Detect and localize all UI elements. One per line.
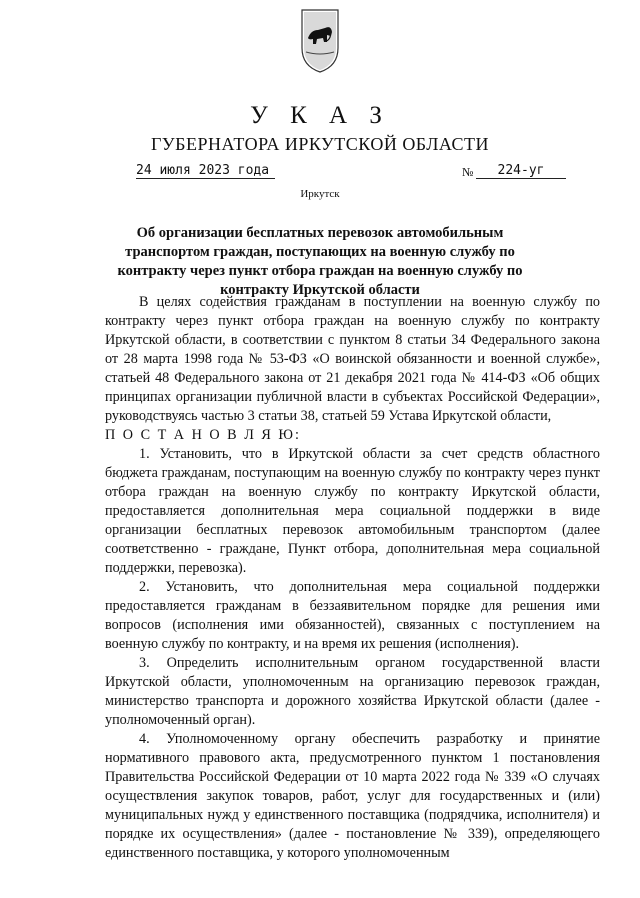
decree-verb: П О С Т А Н О В Л Я Ю: — [105, 427, 301, 443]
decree-heading: Об организации бесплатных перевозок автомобильным транспортом граждан, поступающих на военную службу по контракту через пункт отбора граждан на военную службу по контракту Иркутской области — [117, 225, 523, 298]
issuer-title: ГУБЕРНАТОРА ИРКУТСКОЙ ОБЛАСТИ — [150, 134, 490, 154]
decree-number: 224-уг — [476, 163, 566, 179]
clause-2: 2. Установить, что дополнительная мера социальной поддержки предоставляется гражданам в беззаявительном порядке для решения ими вопросов (исполнения ими обязанностей), связанных с поступлением на военную службу по контракту, и на время их решения (исполнения). — [105, 579, 600, 652]
clause-3: 3. Определить исполнительным органом государственной власти Иркутской области, уполномоченным на организацию перевозок граждан, министерство транспорта и дорожного хозяйства Иркутской области (далее - уполномоченный орган). — [105, 655, 600, 728]
decree-body — [105, 293, 600, 863]
preamble-paragraph: В целях содействия гражданам в поступлении на военную службу по контракту через пункт отбора граждан на военную службу по контракту Иркутской области, в соответствии с пунктом 8 статьи 34 Федерального закона от 28 марта 1998 года № 53-ФЗ «О воинской обязанности и военной службе», статьей 48 Федерального закона от 21 декабря 2021 года № 414-ФЗ «Об общих принципах организации публичной власти в субъектах Российской Федерации», руководствуясь частью 3 статьи 38, статьей 59 Устава Иркутской области, — [105, 294, 600, 424]
irkutsk-coat-of-arms-icon — [298, 8, 342, 74]
clause-4: 4. Уполномоченному органу обеспечить разработку и принятие нормативного правового акта, предусмотренного пунктом 1 постановления Правительства Российской Федерации от 10 марта 2022 года № 339 «О случаях осуществления закупок товаров, работ, услуг для государственных и (или) муниципальных нужд у единственного поставщика (подрядчика, исполнителя) и порядке их осуществления» (далее - постановление № 339), определяющего единственного поставщика, у которого уполномоченным — [105, 731, 600, 861]
clause-1: 1. Установить, что в Иркутской области за счет средств областного бюджета гражданам, поступающим на военную службу по контракту через пункт отбора граждан на военную службу по контракту Иркутской области, предоставляется дополнительная мера социальной поддержки в виде организации бесплатных перевозок автомобильным транспортом (далее соответственно - граждане, Пункт отбора, дополнительная мера социальной поддержки, перевозка). — [105, 446, 600, 576]
date-number-row — [0, 163, 640, 185]
decree-date: 24 июля 2023 года — [136, 163, 275, 179]
number-label: № — [462, 165, 474, 179]
decree-title: У К А З — [250, 102, 390, 129]
city-name: Иркутск — [300, 188, 340, 200]
